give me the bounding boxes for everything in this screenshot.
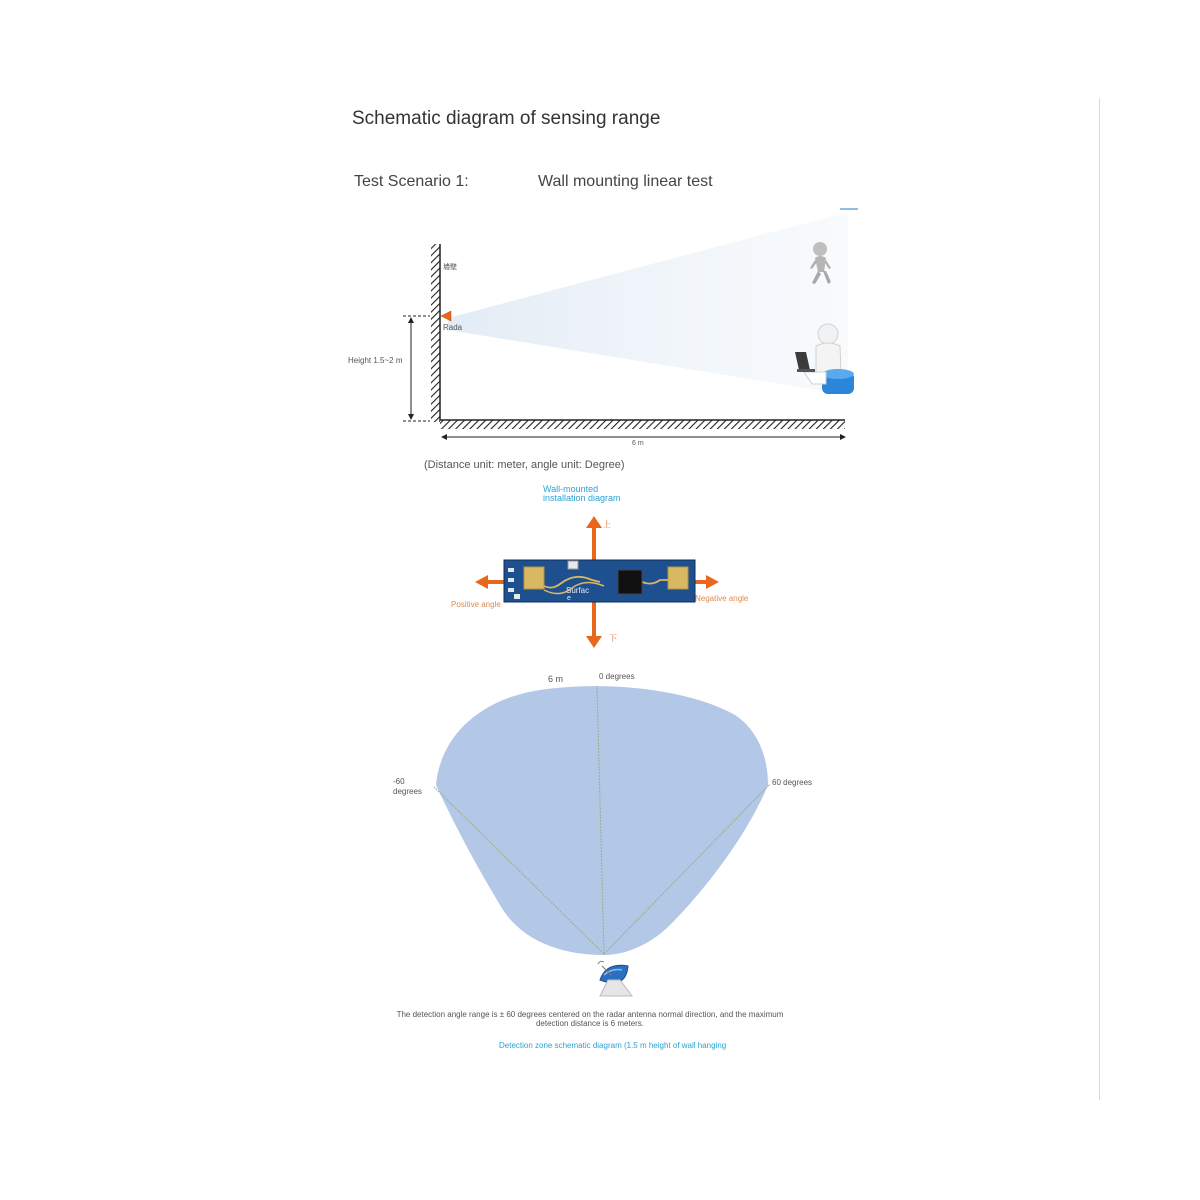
radar-dish-icon [598,961,632,996]
range-label: 6 m [548,674,564,684]
wall-mounted-title [543,485,621,503]
detection-zone-diagram [393,672,812,996]
radar-label: Rada [443,323,463,332]
radar-icon [441,311,451,321]
neg-angle-label-line2: degrees [393,787,422,796]
neg-angle-label-line1: -60 [393,777,405,786]
surface-label-line1: Surfac [566,586,590,595]
negative-angle-label: Negative angle [695,594,749,603]
zone-caption: Detection zone schematic diagram (1.5 m height of wall hanging [499,1041,727,1050]
up-label: 上 [603,520,611,529]
floor [440,420,845,429]
zero-degree-label: 0 degrees [599,672,635,681]
surface-label-line2: e [567,595,571,602]
board-diagram [451,516,749,648]
chip [618,570,642,594]
positive-angle-label: Positive angle [451,600,501,609]
side-view-diagram [348,212,854,447]
wall-label: 墙壁 [443,263,457,271]
unit-note: (Distance unit: meter, angle unit: Degree) [424,459,625,471]
scenario-name: Wall mounting linear test [538,173,713,190]
wall [431,244,440,422]
height-label: Height 1.5~2 m [348,356,403,365]
pos-angle-label: 60 degrees [772,778,813,787]
page-title: Schematic diagram of sensing range [352,108,661,129]
down-label: 下 [609,634,617,643]
detection-note: The detection angle range is ± 60 degrees centered on the radar antenna normal direction, and the maximum detection distance is 6 meters. [396,1010,784,1028]
antenna-patch-left [524,567,544,589]
wall-title-line1: Wall-mounted [543,484,599,494]
detection-zone [436,686,768,955]
radar-beam [448,212,848,395]
distance-label: 6 m [632,440,644,447]
right-arrow-icon [706,575,719,589]
antenna-patch-right [668,567,688,589]
left-arrow-icon [475,575,488,589]
wall-title-line2: installation diagram [543,493,621,503]
scenario-label: Test Scenario 1: [354,173,469,190]
down-arrow-icon [586,636,602,648]
up-arrow-icon [586,516,602,528]
